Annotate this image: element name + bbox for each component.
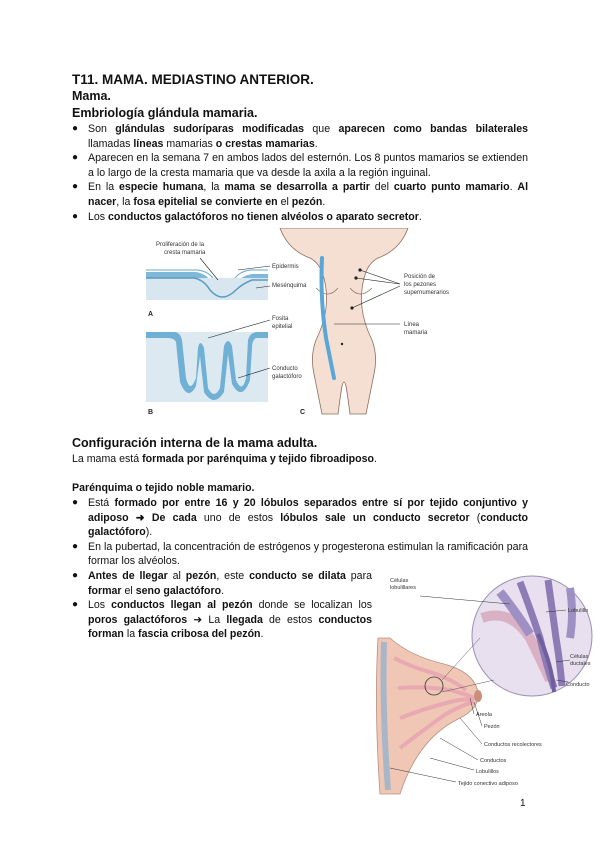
label-posicion-3: supernumerarios [404,290,450,296]
adult-bullet-3: ● Antes de llegar al pezón, este conducto se dilata para formar el seno galactóforo. [72,570,372,597]
label-conducto: Conducto [566,682,590,688]
label-mesenquima: Mesénquima [272,283,307,289]
label-conducto-1: Conducto [272,366,298,372]
embryo-bullet-4: ● Los conductos galactóforos no tienen alvéolos o aparato secretor. [72,210,422,223]
page-title: T11. MAMA. MEDIASTINO ANTERIOR. [72,72,314,87]
embryology-list [72,122,528,224]
label-conductos: Conductos [480,758,507,764]
embryo-bullet-2: ● Aparecen en la semana 7 en ambos lados del esternón. Los 8 puntos mamarios se extienden a lo largo de la cresta mamaria que va desde la axila a la región inguinal. [72,152,528,179]
intro-paragraph: La mama está formada por parénquima y tejido fibroadiposo. [72,453,377,465]
label-linea-1: Línea [404,322,420,328]
section-heading-configuracion: Configuración interna de la mama adulta. [72,436,318,450]
section-heading-mama: Mama. [72,89,111,103]
page-number: 1 [520,798,526,809]
bullet-marker: ● [72,497,79,508]
label-celulas-ductales-1: Células [570,654,589,660]
bullet-marker: ● [72,570,79,581]
label-celulas-lobulillares-2: lobulillares [390,585,416,591]
embryo-bullet-3: ● En la especie humana, la mama se desarrolla a partir del cuarto punto mamario. Al nacer, la fosa epitelial se convierte en el pezón. [72,181,529,208]
label-lobulillos: Lobulillos [476,769,499,775]
adult-list-bottom [72,569,372,642]
adult-bullet-4: ● Los conductos llegan al pezón donde se localizan los poros galactóforos ➜ La llegada de estos conductos forman la fascia cribosa del pezón. [72,599,373,641]
label-fosita-1: Fosita [272,316,289,322]
label-linea-2: mamaria [404,330,428,336]
label-conducto-2: galactóforo [272,374,302,380]
breast-section-illustration [376,638,482,794]
panel-c-body-illustration [280,228,408,414]
embryology-figure [138,228,478,418]
embryo-bullet-1: ● Son glándulas sudoríparas modificadas que aparecen como bandas bilaterales llamadas líneas mamarias o crestas mamarias. [72,123,529,150]
label-panel-a: A [148,311,154,318]
label-pezon: Pezón [484,724,500,730]
bullet-marker: ● [72,152,79,164]
lobule-zoom-illustration [472,576,592,696]
adult-list-top [72,496,528,569]
label-posicion-2: los pezones [404,282,437,288]
bullet-marker: ● [72,210,79,222]
bullet-marker: ● [72,540,79,552]
label-areola: Areola [476,712,492,718]
panel-b-ducts-illustration [146,332,268,402]
bullet-marker: ● [72,123,79,134]
panel-a-ridge-illustration [146,270,268,300]
section-heading-embriologia: Embriología glándula mamaria. [72,106,258,120]
label-proliferacion-2: cresta mamaria [164,250,206,256]
adult-bullet-1: ● Está formado por entre 16 y 20 lóbulos separados entre sí por tejido conjuntivo y adiposo ➜ De cada uno de estos lóbulos sale un conducto secretor (conducto galactóforo). [72,497,528,539]
label-proliferacion-1: Proliferación de la [156,242,205,248]
label-conductos-recolectores: Conductos recolectores [484,742,542,748]
bullet-marker: ● [72,599,79,611]
label-celulas-ductales-2: ductales [570,661,591,667]
label-epidermis: Epidermis [272,264,299,270]
bullet-marker: ● [72,181,79,193]
label-celulas-lobulillares-1: Células [390,578,409,584]
label-panel-b: B [148,409,154,416]
label-posicion-1: Posición de [404,274,436,280]
adult-bullet-2: ● En la pubertad, la concentración de estrógenos y progesterona estimulan la ramificación para formar los alvéolos. [72,540,528,568]
label-panel-c: C [300,409,306,416]
label-fosita-2: epitelial [272,324,293,330]
breast-anatomy-figure [370,568,600,798]
parenchyma-heading: Parénquima o tejido noble mamario. [72,482,255,494]
label-lobulillo: Lobulillo [568,608,589,614]
label-tejido-conectivo: Tejido conectivo adiposo [458,781,518,787]
